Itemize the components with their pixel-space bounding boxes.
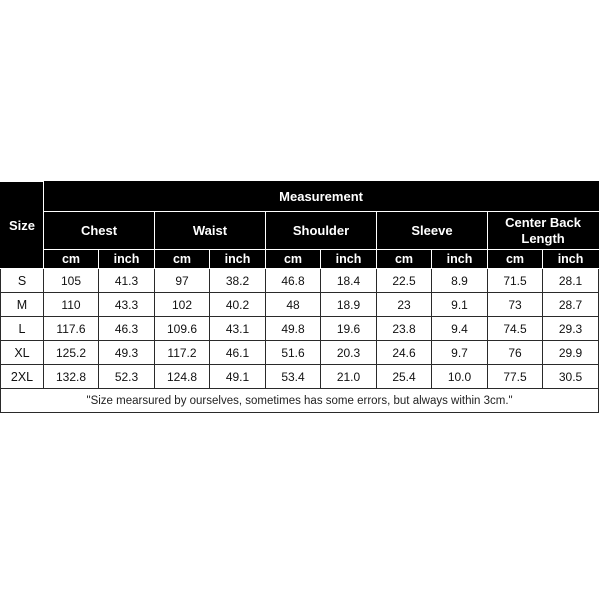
- sleeve-inch-cell: 9.7: [432, 341, 488, 365]
- size-cell: 2XL: [1, 365, 44, 389]
- waist-cm-cell: 102: [155, 293, 210, 317]
- center-back-inch-cell: 29.9: [543, 341, 599, 365]
- chest-inch-cell: 49.3: [99, 341, 155, 365]
- shoulder-cm-cell: 48: [266, 293, 321, 317]
- chest-cm-cell: 105: [44, 269, 99, 293]
- chest-cm-cell: 117.6: [44, 317, 99, 341]
- waist-header: Waist: [155, 212, 266, 250]
- shoulder-inch-header: inch: [321, 250, 377, 269]
- chest-cm-cell: 132.8: [44, 365, 99, 389]
- shoulder-cm-cell: 49.8: [266, 317, 321, 341]
- group-header-row: [1, 212, 599, 250]
- waist-cm-cell: 117.2: [155, 341, 210, 365]
- size-cell: XL: [1, 341, 44, 365]
- chest-cm-cell: 125.2: [44, 341, 99, 365]
- shoulder-inch-cell: 21.0: [321, 365, 377, 389]
- sleeve-inch-header: inch: [432, 250, 488, 269]
- measurement-header-row: [1, 182, 599, 212]
- size-cell: L: [1, 317, 44, 341]
- center-back-cm-cell: 74.5: [488, 317, 543, 341]
- sleeve-cm-cell: 25.4: [377, 365, 432, 389]
- sleeve-inch-cell: 9.4: [432, 317, 488, 341]
- shoulder-inch-cell: 19.6: [321, 317, 377, 341]
- sleeve-inch-cell: 9.1: [432, 293, 488, 317]
- size-cell: M: [1, 293, 44, 317]
- measurement-header: Measurement: [44, 182, 599, 212]
- chest-cm-cell: 110: [44, 293, 99, 317]
- center-back-inch-header: inch: [543, 250, 599, 269]
- sleeve-header: Sleeve: [377, 212, 488, 250]
- shoulder-inch-cell: 20.3: [321, 341, 377, 365]
- shoulder-cm-cell: 51.6: [266, 341, 321, 365]
- sleeve-cm-header: cm: [377, 250, 432, 269]
- center-back-cm-cell: 76: [488, 341, 543, 365]
- shoulder-cm-cell: 46.8: [266, 269, 321, 293]
- shoulder-cm-cell: 53.4: [266, 365, 321, 389]
- sleeve-cm-cell: 24.6: [377, 341, 432, 365]
- chest-cm-header: cm: [44, 250, 99, 269]
- waist-inch-header: inch: [210, 250, 266, 269]
- center-back-cm-cell: 73: [488, 293, 543, 317]
- chest-inch-header: inch: [99, 250, 155, 269]
- shoulder-inch-cell: 18.9: [321, 293, 377, 317]
- center-back-inch-cell: 28.1: [543, 269, 599, 293]
- sleeve-cm-cell: 23: [377, 293, 432, 317]
- waist-cm-cell: 109.6: [155, 317, 210, 341]
- waist-inch-cell: 40.2: [210, 293, 266, 317]
- chest-inch-cell: 46.3: [99, 317, 155, 341]
- size-cell: S: [1, 269, 44, 293]
- size-chart-table: [0, 181, 599, 413]
- waist-cm-cell: 124.8: [155, 365, 210, 389]
- center-back-inch-cell: 28.7: [543, 293, 599, 317]
- table-row: [1, 293, 599, 317]
- center-back-length-header: Center Back Length: [488, 212, 599, 250]
- chest-inch-cell: 41.3: [99, 269, 155, 293]
- waist-inch-cell: 43.1: [210, 317, 266, 341]
- unit-header-row: [1, 250, 599, 269]
- waist-inch-cell: 38.2: [210, 269, 266, 293]
- chest-inch-cell: 43.3: [99, 293, 155, 317]
- note-row: [1, 389, 599, 413]
- table-row: [1, 365, 599, 389]
- center-back-cm-cell: 77.5: [488, 365, 543, 389]
- waist-cm-cell: 97: [155, 269, 210, 293]
- sleeve-cm-cell: 23.8: [377, 317, 432, 341]
- chest-header: Chest: [44, 212, 155, 250]
- center-back-inch-cell: 30.5: [543, 365, 599, 389]
- waist-inch-cell: 46.1: [210, 341, 266, 365]
- sleeve-cm-cell: 22.5: [377, 269, 432, 293]
- center-back-cm-cell: 71.5: [488, 269, 543, 293]
- measurement-note: "Size mearsured by ourselves, sometimes has some errors, but always within 3cm.": [1, 389, 599, 413]
- shoulder-cm-header: cm: [266, 250, 321, 269]
- sleeve-inch-cell: 10.0: [432, 365, 488, 389]
- waist-inch-cell: 49.1: [210, 365, 266, 389]
- table-row: [1, 341, 599, 365]
- center-back-cm-header: cm: [488, 250, 543, 269]
- table-row: [1, 269, 599, 293]
- sleeve-inch-cell: 8.9: [432, 269, 488, 293]
- waist-cm-header: cm: [155, 250, 210, 269]
- center-back-inch-cell: 29.3: [543, 317, 599, 341]
- shoulder-header: Shoulder: [266, 212, 377, 250]
- table-row: [1, 317, 599, 341]
- size-column-header: Size: [1, 182, 44, 269]
- shoulder-inch-cell: 18.4: [321, 269, 377, 293]
- chest-inch-cell: 52.3: [99, 365, 155, 389]
